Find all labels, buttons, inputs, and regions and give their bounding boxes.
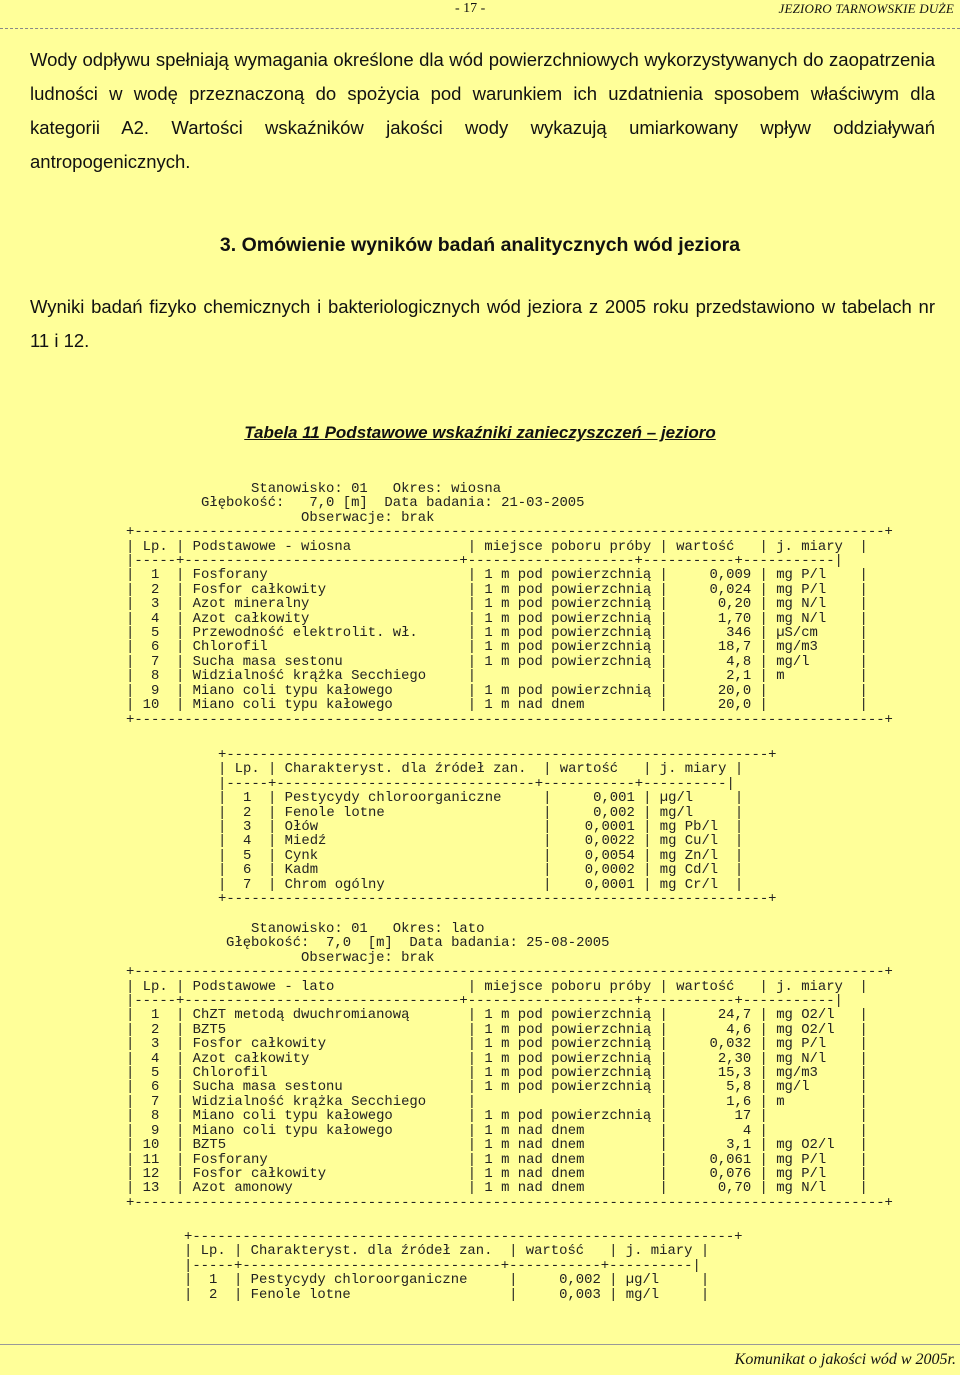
page-header	[0, 0, 960, 22]
header-rule	[0, 28, 960, 29]
table-caption	[0, 423, 960, 443]
table-caption-text: Tabela 11 Podstawowe wskaźniki zanieczyszczeń – jezioro	[244, 423, 716, 442]
running-title: JEZIORO TARNOWSKIE DUŻE	[778, 1, 954, 16]
table-summer-basic: Stanowisko: 01 Okres: lato Głębokość: 7,0 [m] Data badania: 25-08-2005 Obserwacje: brak +------------------------------------------------------------------------------------------+ | Lp. | Podstawowe - lato | miejsce poboru próby | wartość | j. miary | |-----+---------------------------------+--------------------+-----------+-----------| | 1 | ChZT metodą dwuchromianową | 1 m pod powierzchnią | 24,7 | mg O2/l | | 2 | BZT5 | 1 m pod powierzchnią | 4,6 | mg O2/l | | 3 | Fosfor całkowity | 1 m pod powierzchnią | 0,032 | mg P/l | | 4 | Azot całkowity | 1 m pod powierzchnią | 2,30 | mg N/l | | 5 | Chlorofil | 1 m pod powierzchnią | 15,3 | mg/m3 | | 6 | Sucha masa sestonu | 1 m pod powierzchnią | 5,8 | mg/l | | 7 | Widzialność krążka Secchiego | | 1,6 | m | | 8 | Miano coli typu kałowego | 1 m pod powierzchnią | 17 | | | 9 | Miano coli typu kałowego | 1 m nad dnem | 4 | | | 10 | BZT5 | 1 m nad dnem | 3,1 | mg O2/l | | 11 | Fosforany | 1 m nad dnem | 0,061 | mg P/l | | 12 | Fosfor całkowity | 1 m nad dnem | 0,076 | mg P/l | | 13 | Azot amonowy | 1 m nad dnem | 0,70 | mg N/l | +------------------------------------------------------------------------------------------+	[126, 921, 893, 1211]
table-summer-pollutants: +-----------------------------------------------------------------+ | Lp. | Charakteryst. dla źródeł zan. | wartość | j. miary | |-----+-------------------------------+-----------+----------| | 1 | Pestycydy chloroorganiczne | 0,002 | µg/l | | 2 | Fenole lotne | 0,003 | mg/l |	[184, 1229, 743, 1303]
paragraph-results: Wyniki badań fizyko chemicznych i bakteriologicznych wód jeziora z 2005 roku przedstawiono w tabelach nr 11 i 12.	[30, 296, 935, 351]
page-footer: Komunikat o jakości wód w 2005r.	[734, 1351, 956, 1368]
paragraph-outflow: Wody odpływu spełniają wymagania określone dla wód powierzchniowych wykorzystywanych do zaopatrzenia ludności w wodę przeznaczoną do spożycia pod warunkiem ich uzdatnienia sposobem właściwym dla kategorii A2. Wartości wskaźników jakości wody wykazują umiarkowany wpływ oddziaływań antropogenicznych.	[30, 49, 935, 172]
footer-rule	[0, 1344, 960, 1345]
section-heading: 3. Omówienie wyników badań analitycznych wód jeziora	[219, 234, 741, 256]
page-number: - 17 -	[455, 1, 486, 16]
table-spring-basic: Stanowisko: 01 Okres: wiosna Głębokość: 7,0 [m] Data badania: 21-03-2005 Obserwacje: brak +------------------------------------------------------------------------------------------+ | Lp. | Podstawowe - wiosna | miejsce poboru próby | wartość | j. miary | |-----+---------------------------------+--------------------+-----------+-----------| | 1 | Fosforany | 1 m pod powierzchnią | 0,009 | mg P/l | | 2 | Fosfor całkowity | 1 m pod powierzchnią | 0,024 | mg P/l | | 3 | Azot mineralny | 1 m pod powierzchnią | 0,20 | mg N/l | | 4 | Azot całkowity | 1 m pod powierzchnią | 1,70 | mg N/l | | 5 | Przewodność elektrolit. wł. | 1 m pod powierzchnią | 346 | µS/cm | | 6 | Chlorofil | 1 m pod powierzchnią | 18,7 | mg/m3 | | 7 | Sucha masa sestonu | 1 m pod powierzchnią | 4,8 | mg/l | | 8 | Widzialność krążka Secchiego | | 2,1 | m | | 9 | Miano coli typu kałowego | 1 m pod powierzchnią | 20,0 | | | 10 | Miano coli typu kałowego | 1 m nad dnem | 20,0 | | +------------------------------------------------------------------------------------------+	[126, 481, 893, 728]
table-spring-pollutants: +-----------------------------------------------------------------+ | Lp. | Charakteryst. dla źródeł zan. | wartość | j. miary | |-----+-------------------------------+-----------+----------| | 1 | Pestycydy chloroorganiczne | 0,001 | µg/l | | 2 | Fenole lotne | 0,002 | mg/l | | 3 | Ołów | 0,0001 | mg Pb/l | | 4 | Miedź | 0,0022 | mg Cu/l | | 5 | Cynk | 0,0054 | mg Zn/l | | 6 | Kadm | 0,0002 | mg Cd/l | | 7 | Chrom ogólny | 0,0001 | mg Cr/l | +-----------------------------------------------------------------+	[218, 747, 777, 908]
